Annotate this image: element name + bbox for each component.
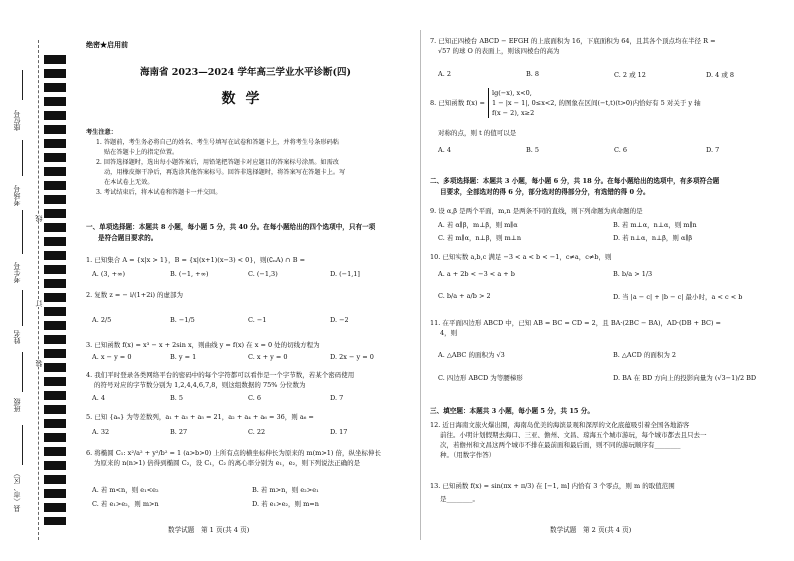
question-4: 4. 我们平时登录各类网络平台的密码中的每个字符都可以看作是一个字节数，若某个密码使用 的符号对应的字节数分别为 1,2,4,4,6,7,8，则这组数据的 75% 分位数为 bbox=[86, 371, 355, 389]
cut-mark-install: 装 bbox=[35, 360, 43, 367]
class-label: 班级 bbox=[13, 398, 21, 412]
exam-title: 海南省 2023—2024 学年高三学业水平诊断(四) bbox=[140, 67, 351, 78]
page-2-footer: 数学试题 第 2 页(共 4 页) bbox=[550, 526, 632, 534]
section-3-heading: 三、填空题：本题共 3 小题，每小题 5 分，共 15 分。 bbox=[430, 407, 594, 415]
question-4-options: A. 4 B. 5 C. 6 D. 7 bbox=[92, 394, 344, 402]
page-divider bbox=[420, 30, 421, 540]
question-13: 13. 已知函数 f(x) = sin(πx + π/3) 在 [−1, m] 内恰有 3 个零点，则 m 的取值范围 是________。 bbox=[430, 482, 675, 503]
question-3-options: A. x − y = 0 B. y = 1 C. x + y = 0 D. 2x − y = 0 bbox=[92, 353, 374, 361]
question-12: 12. 近日海南文旅火爆出圈，海南岛优美的海滨景观和深厚的文化底蕴吸引着全国各地游客 前往。小明计划假期去海口、三亚、儋州、文昌、琼海五个城市游玩，每个城市都去且只去一 次，若儋州和文昌这两个城市不排在最前面和最后面，则不同的游玩顺序有________ 种。（用数字作答） bbox=[430, 421, 707, 459]
page-2 bbox=[430, 0, 785, 561]
question-11: 11. 在平面四边形 ABCD 中，已知 AB = BC = CD = 2，且 BA·(2BC − BA)，AD·(DB + BC) = 4，则 bbox=[430, 319, 721, 337]
exam-room-label: 考场号 bbox=[13, 185, 21, 206]
name-label: 姓名 bbox=[13, 330, 21, 344]
question-5: 5. 已知 {aₙ} 为等差数列，a₁ + a₃ + a₅ = 21，a₂ + a₄ + a₆ = 36，则 a₆ = bbox=[86, 413, 314, 421]
question-1-options: A. (3, +∞) B. (−1, +∞) C. (−1,3) D. (−1,1] bbox=[92, 270, 360, 278]
question-5-options: A. 32 B. 27 C. 22 D. 17 bbox=[92, 428, 348, 436]
question-10-options: A. a + 2b < −3 < a + b B. b/a > 1/3 C. b/a + a/b > 2 D. 当 |a − c| + |b − c| 最小时，a < c < b bbox=[438, 270, 743, 301]
subject-title: 数学 bbox=[221, 91, 270, 107]
question-8-line-2: 对称的点，则 t 的值可以是 bbox=[438, 129, 517, 137]
page-1 bbox=[78, 0, 413, 561]
question-7-options: A. 2 B. 8 C. 2 或 12 D. 4 或 8 bbox=[438, 70, 735, 79]
candidate-number-label: 考生号 bbox=[13, 262, 21, 283]
question-7: 7. 已知正四棱台 ABCD − EFGH 的上底面积为 16，下底面积为 64，且其各个顶点均在半径 R = √57 的球 O 的表面上，则该四棱台的高为 bbox=[430, 37, 716, 55]
question-10: 10. 已知实数 a,b,c 满足 −3 < a < b < −1，c≠a，c≠b，则 bbox=[430, 253, 612, 261]
question-2-options: A. 2/5 B. −1/5 C. −1 D. −2 bbox=[92, 316, 349, 324]
seat-number-label: 座位号 bbox=[13, 110, 21, 131]
question-8-options: A. 4 B. 5 C. 6 D. 7 bbox=[438, 146, 720, 154]
question-8: 8. 已知函数 f(x) = lg(−x), x<0, 1 − |x − 1|, 0≤x<2, f(x − 2), x≥2 的图象在区间(−t,t)(t>0)内恰好有 5 对关于 y 轴 bbox=[430, 89, 701, 117]
question-11-options: A. △ABC 的面积为 √3 B. △ACD 的面积为 2 C. 四边形 ABCD 为等腰梯形 D. BA 在 BD 方向上的投影向量为 (√3−1)/2 BD bbox=[438, 351, 757, 382]
binding-cut-line bbox=[38, 40, 39, 540]
question-6: 6. 将椭圆 C₁: x²/a² + y²/b² = 1 (a>b>0) 上所有点的横坐标伸长为原来的 m(m>1) 倍，纵坐标伸长 为原来的 n(n>1) 倍得到椭圆 C₂，设 C₁，C₂ 的离心率分别为 e₁，e₂，则下列说法正确的是 bbox=[86, 449, 382, 467]
cut-mark-bind: 订 bbox=[35, 300, 43, 307]
secret-mark: 绝密★启用前 bbox=[86, 40, 128, 49]
question-3: 3. 已知函数 f(x) = x³ − x + 2sin x，则曲线 y = f(x) 在 x = 0 处的切线方程为 bbox=[86, 341, 320, 349]
binding-margin bbox=[0, 0, 70, 561]
cut-mark-line: 线 bbox=[35, 215, 43, 222]
question-2: 2. 复数 z = − i/(1+2i) 的虚部为 bbox=[86, 291, 184, 299]
barcode-stripes bbox=[44, 55, 66, 525]
county-label: 县（市、区） bbox=[13, 470, 21, 512]
section-1-heading: 一、单项选择题：本题共 8 小题，每小题 5 分，共 40 分。在每小题给出的四个选项中，只有一项 是符合题目要求的。 bbox=[86, 223, 376, 242]
question-6-options: A. 若 m<n，则 e₁<e₂ B. 若 m>n，则 e₂>e₁ C. 若 e₁>e₂，则 m>n D. 若 e₁>e₂，则 m=n bbox=[92, 486, 319, 508]
candidate-notes: 考生注意： 1. 答题前，考生务必将自己的姓名、考生号填写在试卷和答题卡上，并将考生号条形码粘 贴在答题卡上的指定位置。 2. 回答选择题时，选出每小题答案后，用铅笔把答题卡对应题目的答案标号涂黑。如需改 动，用橡皮擦干净后，再选涂其他答案标号。回答非选择题时，将答案写在答题卡上。写 在本试卷上无效。 3. 考试结束后，将本试卷和答题卡一并交回。 bbox=[86, 129, 346, 196]
question-1: 1. 已知集合 A = {x|x > 1}，B = {x|(x+1)(x−3) < 0}，则(∁ₙA) ∩ B = bbox=[86, 256, 306, 264]
section-2-heading: 二、多项选择题：本题共 3 小题，每小题 6 分，共 18 分。在每小题给出的选项中，有多项符合题 目要求，全部选对的得 6 分，部分选对的得部分分，有选错的得 0 分。 bbox=[430, 177, 720, 196]
page-1-footer: 数学试题 第 1 页(共 4 页) bbox=[168, 526, 250, 534]
question-9-options: A. 若 α∥β，m⊥β，则 m∥α B. 若 m⊥α，n⊥α，则 m∥n C. 若 m∥α，n⊥β，则 m⊥n D. 若 n⊥α，n⊥β，则 α∥β bbox=[438, 221, 697, 242]
question-9: 9. 设 α,β 是两个平面，m,n 是两条不同的直线，则下列命题为真命题的是 bbox=[430, 207, 643, 215]
